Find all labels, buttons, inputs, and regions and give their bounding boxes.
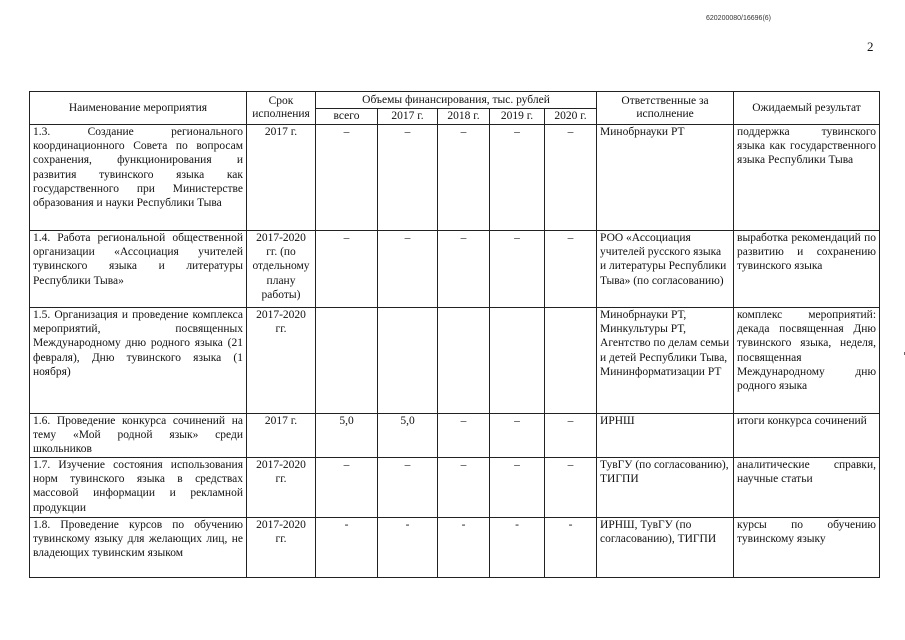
page-number: 2 — [867, 39, 874, 54]
funding-2019: – — [490, 458, 545, 518]
column-header-result: Ожидаемый результат — [734, 92, 880, 125]
column-header-name: Наименование мероприятия — [30, 92, 247, 125]
activities-table — [29, 91, 880, 578]
funding-2020: – — [545, 414, 597, 458]
activity-term: 2017-2020 гг. — [247, 518, 316, 578]
funding-2017: 5,0 — [378, 414, 438, 458]
funding-2019 — [490, 308, 545, 414]
column-header-term: Срок исполнения — [247, 92, 316, 125]
funding-2018: – — [438, 231, 490, 308]
funding-2020 — [545, 308, 597, 414]
funding-2017: – — [378, 231, 438, 308]
funding-total: - — [316, 518, 378, 578]
table-row — [30, 414, 880, 458]
funding-2018: – — [438, 458, 490, 518]
expected-result: выработка рекомендаций по развитию и сохранению тувинского языка — [734, 231, 880, 308]
table-row — [30, 125, 880, 231]
activity-term: 2017 г. — [247, 125, 316, 231]
expected-result: поддержка тувинского языка как государственного языка Республики Тыва — [734, 125, 880, 231]
activity-term: 2017 г. — [247, 414, 316, 458]
column-header-2018: 2018 г. — [438, 109, 490, 125]
activity-name: 1.3. Создание регионального координационного Совета по вопросам сохранения, функционирования и развития тувинского языка как государственного при Министерстве образования и науки Республики Тыва — [30, 125, 247, 231]
expected-result: курсы по обучению тувинскому языку — [734, 518, 880, 578]
activity-name: 1.5. Организация и проведение комплекса мероприятий, посвященных Международному дню родного языка (21 февраля), Дню тувинского языка (1 ноября) — [30, 308, 247, 414]
document-code: 620200080/16696(6) — [706, 15, 772, 22]
funding-2020: - — [545, 518, 597, 578]
expected-result: итоги конкурса сочинений — [734, 414, 880, 458]
responsible: ИРНШ — [597, 414, 734, 458]
funding-total: – — [316, 231, 378, 308]
activity-name: 1.4. Работа региональной общественной организации «Ассоциация учителей тувинского языка и литературы Республики Тыва» — [30, 231, 247, 308]
column-header-total: всего — [316, 109, 378, 125]
responsible: Минобрнауки РТ, Минкультуры РТ, Агентство по делам семьи и детей Республики Тыва, Мининформатизации РТ — [597, 308, 734, 414]
funding-2019: - — [490, 518, 545, 578]
column-header-2020: 2020 г. — [545, 109, 597, 125]
expected-result: аналитические справки, научные статьи — [734, 458, 880, 518]
expected-result: комплекс мероприятий: декада посвященная Дню тувинского языка, неделя, посвященная Международному дню родного языка — [734, 308, 880, 414]
funding-2017: - — [378, 518, 438, 578]
table-row — [30, 518, 880, 578]
table-row — [30, 458, 880, 518]
funding-2020: – — [545, 231, 597, 308]
column-header-funding: Объемы финансирования, тыс. рублей — [316, 92, 597, 109]
funding-2020: – — [545, 458, 597, 518]
funding-2018: – — [438, 125, 490, 231]
funding-total: – — [316, 458, 378, 518]
funding-2019: – — [490, 125, 545, 231]
responsible: ИРНШ, ТувГУ (по согласованию), ТИГПИ — [597, 518, 734, 578]
funding-total: 5,0 — [316, 414, 378, 458]
responsible: РОО «Ассоциация учителей русского языка и литературы Республики Тыва» (по согласованию) — [597, 231, 734, 308]
responsible: ТувГУ (по согласованию), ТИГПИ — [597, 458, 734, 518]
funding-total — [316, 308, 378, 414]
funding-2019: – — [490, 231, 545, 308]
funding-2017 — [378, 308, 438, 414]
column-header-2019: 2019 г. — [490, 109, 545, 125]
funding-2018: – — [438, 414, 490, 458]
column-header-2017: 2017 г. — [378, 109, 438, 125]
activity-name: 1.7. Изучение состояния использования норм тувинского языка в средствах массовой информации и рекламной продукции — [30, 458, 247, 518]
funding-2018 — [438, 308, 490, 414]
funding-2017: – — [378, 125, 438, 231]
activity-term: 2017-2020 гг. — [247, 308, 316, 414]
activity-name: 1.8. Проведение курсов по обучению тувинскому языку для желающих лиц, не владеющих тувинским языком — [30, 518, 247, 578]
table-row — [30, 308, 880, 414]
activity-name: 1.6. Проведение конкурса сочинений на тему «Мой родной язык» среди школьников — [30, 414, 247, 458]
funding-2018: - — [438, 518, 490, 578]
activity-term: 2017-2020 гг. — [247, 458, 316, 518]
responsible: Минобрнауки РТ — [597, 125, 734, 231]
column-header-responsible: Ответственные за исполнение — [597, 92, 734, 125]
table-row — [30, 231, 880, 308]
funding-2017: – — [378, 458, 438, 518]
funding-2019: – — [490, 414, 545, 458]
funding-total: – — [316, 125, 378, 231]
funding-2020: – — [545, 125, 597, 231]
activity-term: 2017-2020 гг. (по отдельному плану работы) — [247, 231, 316, 308]
